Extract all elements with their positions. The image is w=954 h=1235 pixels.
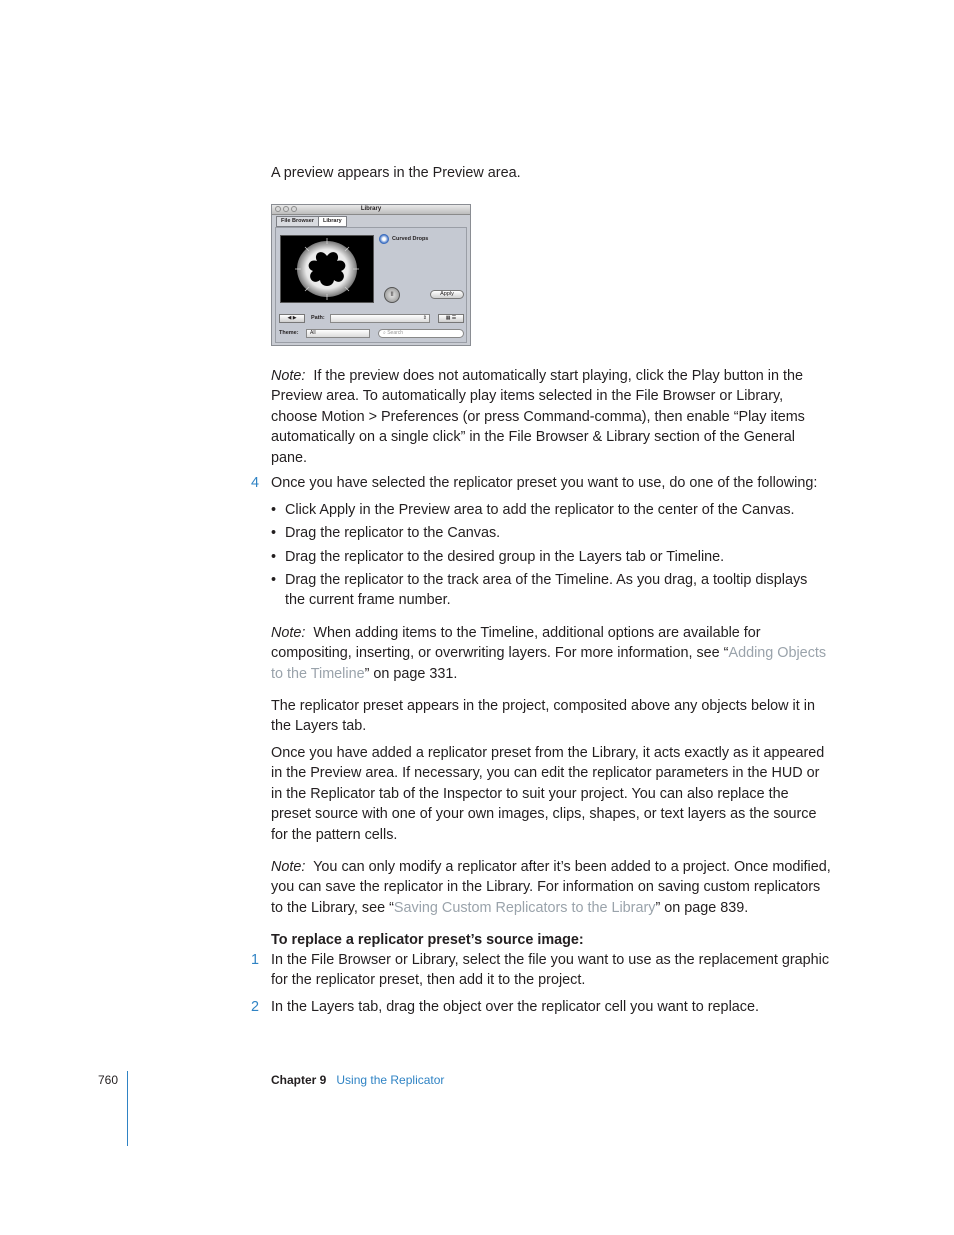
step-number: 1 (251, 952, 260, 968)
library-window-screenshot (271, 204, 471, 346)
theme-popup: All (306, 329, 370, 338)
note-label: Note: (271, 859, 306, 875)
back-forward-buttons: ◀ ▶ (279, 314, 305, 323)
footer-rule (127, 1071, 128, 1146)
bullet: • (271, 525, 277, 541)
apply-button: Apply (430, 290, 464, 299)
view-mode-buttons: ▦ ☰ (438, 314, 464, 323)
bullet: • (271, 572, 277, 588)
note-label: Note: (271, 625, 306, 641)
step-text: In the Layers tab, drag the object over the replicator cell you want to replace. (271, 999, 759, 1015)
search-field (378, 329, 464, 338)
note-1 (271, 366, 831, 468)
window-title: Library (360, 206, 382, 212)
note-2 (271, 623, 831, 684)
chapter-footer (271, 1071, 444, 1089)
preset-name: Curved Drops (392, 236, 429, 242)
note-text-end: ” on page 331. (364, 665, 458, 682)
bullet: • (271, 502, 277, 518)
browser-tabs (276, 216, 346, 227)
chapter-title-link[interactable]: Using the Replicator (336, 1073, 445, 1087)
search-placeholder: Search (387, 330, 404, 336)
pause-button: II (384, 287, 400, 303)
search-icon: ⌕ (383, 330, 388, 336)
paragraph: The replicator preset appears in the project, composited above any objects below it in the Layers tab. (271, 698, 815, 735)
step-number: 2 (251, 999, 260, 1015)
tab-file-browser: File Browser (276, 216, 319, 227)
tab-library: Library (318, 216, 347, 227)
note-text-end: ” on page 839. (655, 899, 749, 916)
cross-reference-link[interactable]: Saving Custom Replicators to the Library (393, 899, 656, 916)
window-titlebar (272, 205, 470, 215)
step-text: In the File Browser or Library, select the file you want to use as the replacement graphic for the replicator preset, then add it to the project. (271, 952, 830, 989)
theme-label: Theme: (279, 330, 299, 336)
chapter-label: Chapter 9 (271, 1073, 327, 1087)
bullet-text: Drag the replicator to the track area of the Timeline. As you drag, a tooltip displays the current frame number. (285, 572, 808, 609)
path-label: Path: (311, 315, 325, 321)
bullet-text: Click Apply in the Preview area to add the replicator to the center of the Canvas. (285, 502, 795, 518)
step-number: 4 (251, 475, 260, 491)
cross-reference-link[interactable]: Adding Objects to the Timeline (271, 645, 827, 682)
path-popup: ⇕ (330, 314, 430, 323)
preview-area (280, 235, 374, 303)
note-3 (271, 857, 831, 918)
note-label: Note: (271, 368, 306, 384)
page-number: 760 (98, 1073, 119, 1087)
bullet: • (271, 549, 277, 565)
paragraph: Once you have added a replicator preset from the Library, it acts exactly as it appeared in the Preview area. If necessary, you can edit the replicator parameters in the HUD or in the Replicator tab of the Inspector to suit your project. You can also replace the preset source with one of your own images, clips, shapes, or text layers as the source for the pattern cells. (271, 745, 825, 843)
preset-icon (379, 234, 389, 244)
step-text: Once you have selected the replicator preset you want to use, do one of the following: (271, 475, 818, 491)
note-text: When adding items to the Timeline, additional options are available for compositing, inserting, or overwriting layers. For more information, see “ (271, 625, 761, 662)
bullet-text: Drag the replicator to the Canvas. (285, 525, 501, 541)
bullet-text: Drag the replicator to the desired group in the Layers tab or Timeline. (285, 549, 725, 565)
replicator-preview-image (281, 236, 373, 302)
note-text: If the preview does not automatically start playing, click the Play button in the Preview area. To automatically play items selected in the File Browser or Library, choose Motion > Preferences (or press Command-comma), then enable “Play items automatically on a single click” in the File Browser & Library section of the General pane. (271, 368, 805, 466)
task-heading: To replace a replicator preset’s source image: (271, 932, 584, 948)
intro-text: A preview appears in the Preview area. (271, 165, 521, 181)
note-text: You can only modify a replicator after it’s been added to a project. Once modified, you can save the replicator in the Library. For information on saving custom replicators to the Library, see “ (271, 859, 831, 916)
